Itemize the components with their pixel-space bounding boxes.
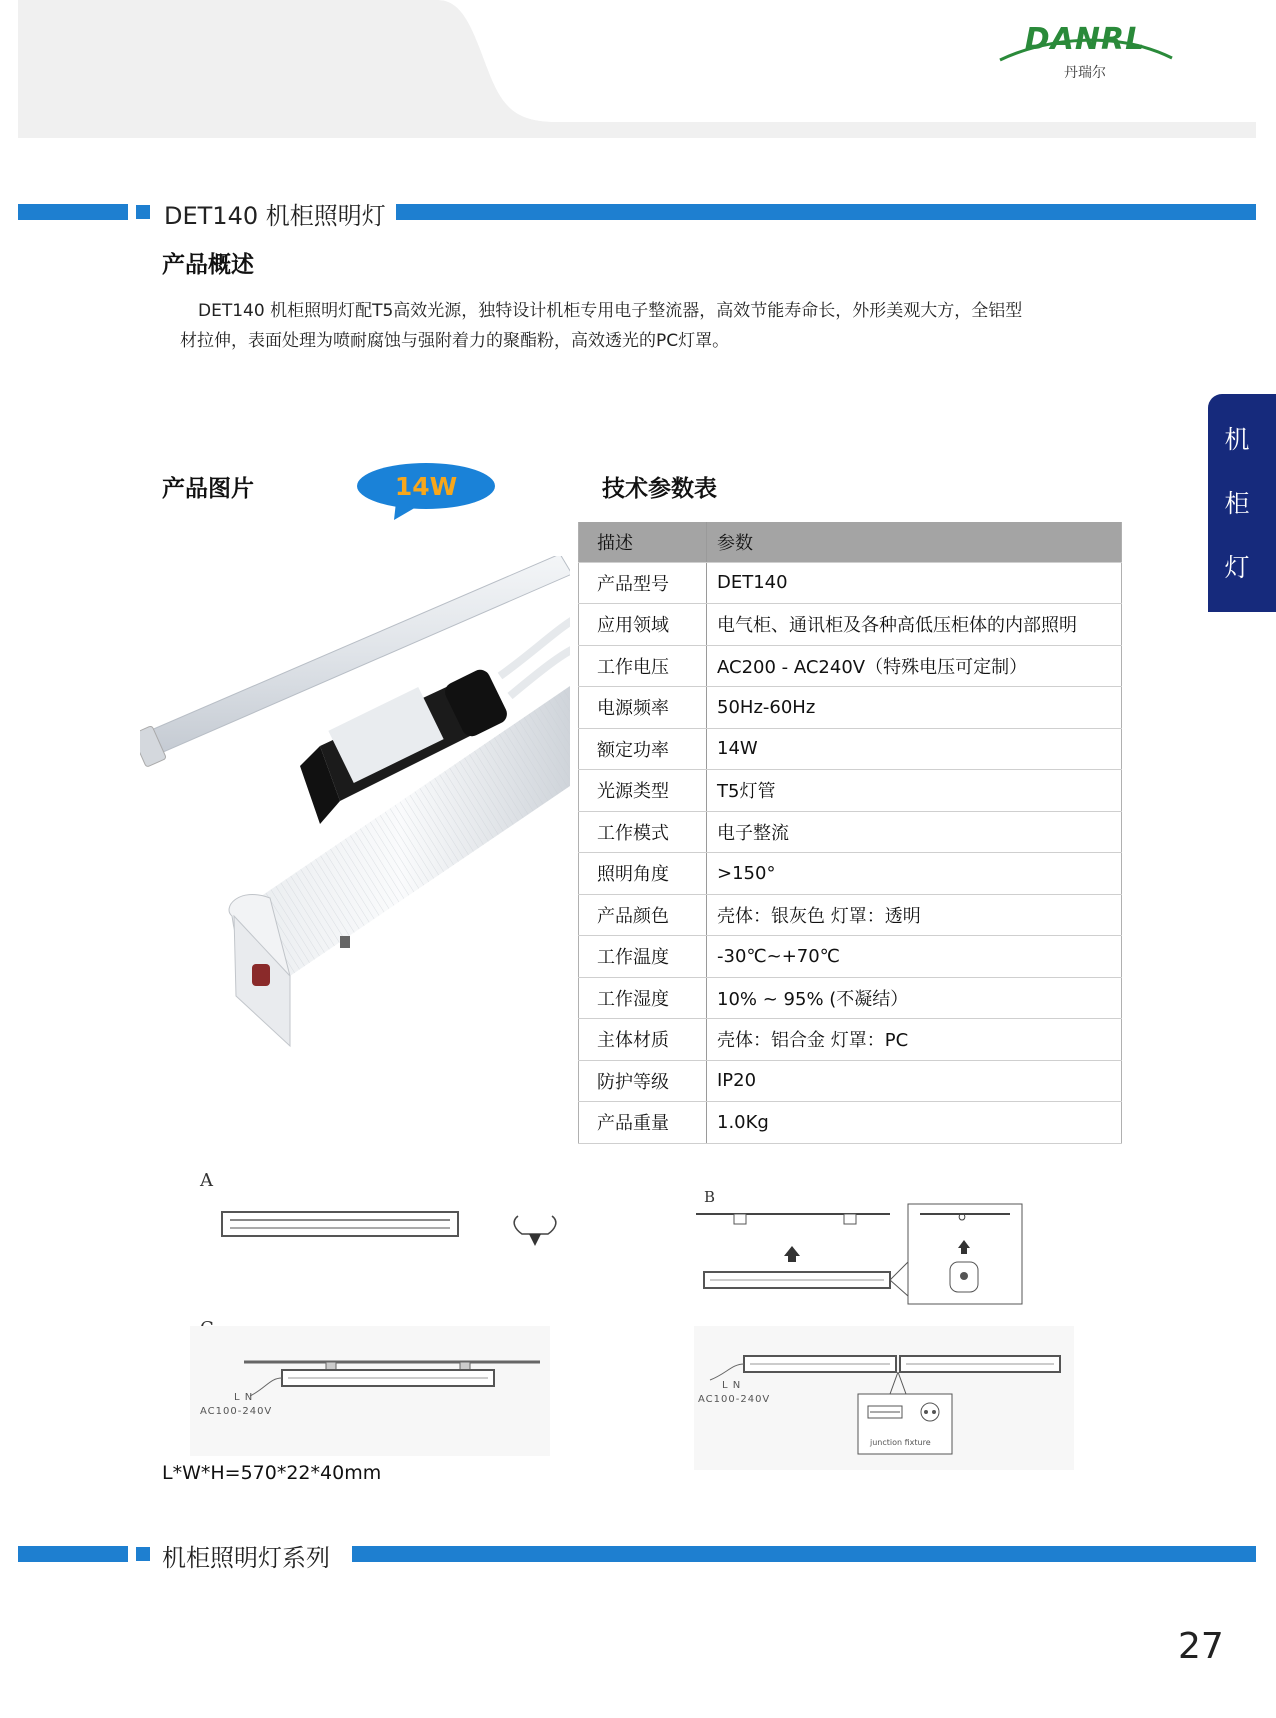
side-tab-char-1: 机: [1224, 425, 1250, 454]
side-tab-char-3: 灯: [1224, 553, 1250, 582]
table-row: [579, 1102, 1122, 1144]
spec-key: 额定功率: [579, 728, 707, 770]
spec-value: 1.0Kg: [707, 1102, 1122, 1144]
spec-header-desc: 描述: [579, 522, 707, 562]
table-row: [579, 853, 1122, 895]
images-heading: 产品图片: [162, 476, 254, 502]
footer-bar-left: [18, 1546, 128, 1562]
table-row: [579, 687, 1122, 729]
spec-key: 电源频率: [579, 687, 707, 729]
spec-key: 工作温度: [579, 936, 707, 978]
overview-line-2: 材拉伸，表面处理为喷耐腐蚀与强附着力的聚酯粉，高效透光的PC灯罩。: [180, 331, 730, 351]
power-badge: [356, 462, 496, 520]
spec-key: 工作湿度: [579, 977, 707, 1019]
spec-key: 产品重量: [579, 1102, 707, 1144]
spec-value: 14W: [707, 728, 1122, 770]
spec-value: 电子整流: [707, 811, 1122, 853]
diagram-c-voltage: AC100-240V: [200, 1406, 273, 1417]
junction-icon: [921, 1403, 939, 1421]
spec-table-header: [579, 522, 1122, 562]
spec-key: 产品型号: [579, 562, 707, 604]
footer-bar-right: [352, 1546, 1256, 1562]
spec-value: IP20: [707, 1060, 1122, 1102]
table-row: [579, 811, 1122, 853]
diagram-d-voltage: AC100-240V: [698, 1394, 771, 1405]
spec-value: 电气柜、通讯柜及各种高低压柜体的内部照明: [707, 604, 1122, 646]
table-row: [579, 977, 1122, 1019]
spec-value: T5灯管: [707, 770, 1122, 812]
spec-key: 防护等级: [579, 1060, 707, 1102]
table-row: [579, 604, 1122, 646]
arrow-up-icon: [784, 1246, 800, 1262]
table-row: [579, 894, 1122, 936]
spec-table: [578, 522, 1122, 1144]
table-row: [579, 1019, 1122, 1061]
overview-heading: 产品概述: [162, 252, 254, 278]
spec-key: 工作模式: [579, 811, 707, 853]
diagram-b-label: B: [704, 1188, 716, 1206]
product-photo: [140, 556, 570, 1096]
diagram-d-junction: junction fixture: [870, 1438, 931, 1447]
spec-key: 工作电压: [579, 645, 707, 687]
footer-section-title: 机柜照明灯系列: [162, 1544, 330, 1572]
diagram-b: [694, 1200, 1034, 1310]
section-title: DET140 机柜照明灯: [164, 202, 386, 230]
diagram-c-ln: L N: [234, 1392, 254, 1403]
overview-line-1: DET140 机柜照明灯配T5高效光源，独特设计机柜专用电子整流器，高效节能寿命长，外形美观大方，全铝型: [198, 301, 1023, 321]
side-tab-char-2: 柜: [1224, 489, 1250, 518]
brand-logo: [990, 22, 1180, 84]
spec-heading: 技术参数表: [602, 476, 717, 502]
clip-icon: [514, 1216, 556, 1246]
spec-key: 主体材质: [579, 1019, 707, 1061]
spec-value: >150°: [707, 853, 1122, 895]
side-category-tab: [1208, 394, 1276, 612]
table-row: [579, 1060, 1122, 1102]
spec-key: 光源类型: [579, 770, 707, 812]
dimensions-text: L*W*H=570*22*40mm: [162, 1462, 382, 1484]
spec-value: 壳体：铝合金 灯罩：PC: [707, 1019, 1122, 1061]
table-row: [579, 562, 1122, 604]
diagram-a: [218, 1200, 578, 1260]
spec-value: 50Hz-60Hz: [707, 687, 1122, 729]
spec-key: 产品颜色: [579, 894, 707, 936]
table-row: [579, 770, 1122, 812]
footer-bar-square: [136, 1547, 150, 1561]
spec-value: AC200 - AC240V（特殊电压可定制）: [707, 645, 1122, 687]
diagram-c: [190, 1326, 550, 1456]
section-bar-square: [136, 205, 150, 219]
section-bar-left: [18, 204, 128, 220]
spec-value: -30℃~+70℃: [707, 936, 1122, 978]
diagram-a-label: A: [200, 1170, 213, 1191]
spec-key: 应用领域: [579, 604, 707, 646]
logo-subtitle: 丹瑞尔: [1064, 65, 1106, 81]
spec-value: 壳体：银灰色 灯罩：透明: [707, 894, 1122, 936]
spec-key: 照明角度: [579, 853, 707, 895]
power-badge-text: 14W: [394, 472, 458, 501]
table-row: [579, 645, 1122, 687]
table-row: [579, 936, 1122, 978]
spec-header-param: 参数: [707, 522, 1122, 562]
spec-value: 10% ~ 95% (不凝结）: [707, 977, 1122, 1019]
table-row: [579, 728, 1122, 770]
section-bar-right: [396, 204, 1256, 220]
spec-value: DET140: [707, 562, 1122, 604]
diagram-d-ln: L N: [722, 1380, 742, 1391]
page-number: 27: [1178, 1626, 1224, 1667]
logo-text: DANRL: [1024, 22, 1146, 57]
